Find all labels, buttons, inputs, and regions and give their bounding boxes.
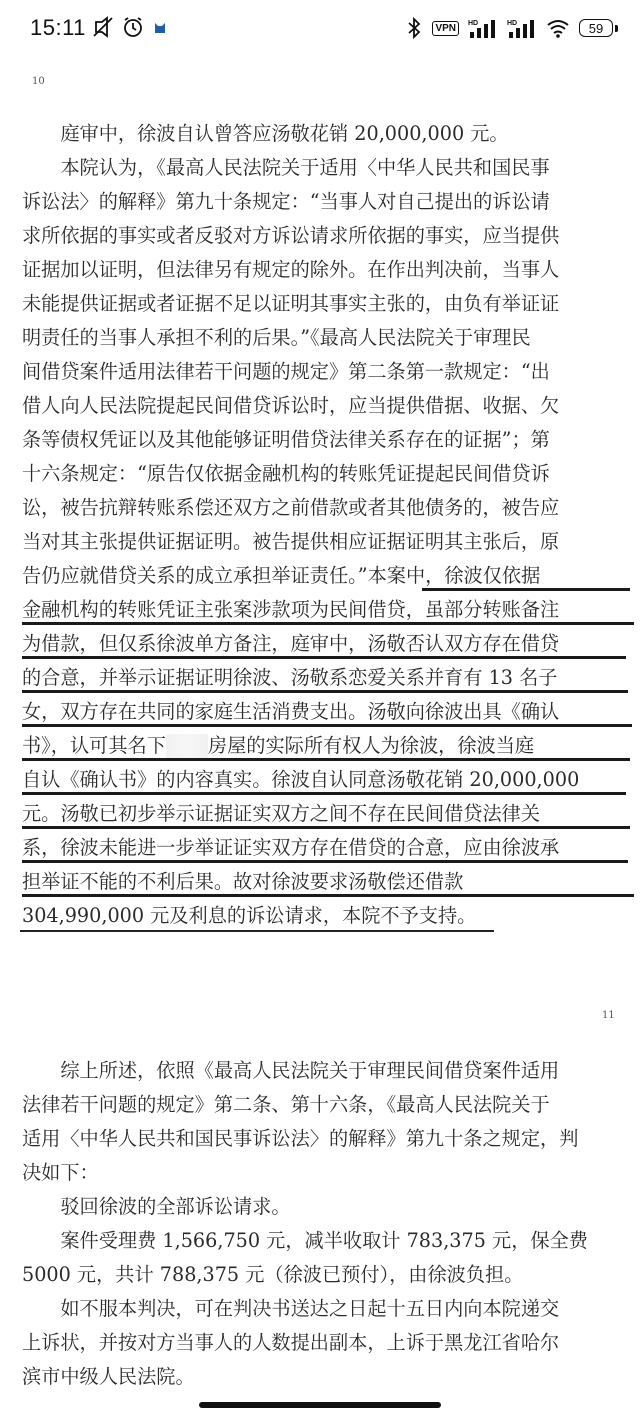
underline-mark [22,690,628,693]
text-line: 决如下： [22,1161,99,1184]
wifi-icon [546,18,570,38]
text-line: 十六条规定：“原告仅依据金融机构的转账凭证提起民间借贷诉 [22,462,550,485]
underline-mark [422,588,630,591]
text-line: 滨市中级人民法院。 [22,1365,195,1388]
underline-mark [22,860,628,863]
underline-mark [22,758,630,761]
text-line: 讼，被告抗辩转账系偿还双方之前借款或者其他债务的，被告应 [22,496,560,519]
judgment-page-10 [22,117,622,933]
underline-mark [22,724,632,727]
text-line: 综上所述，依照《最高人民法院关于审理民间借贷案件适用 [22,1059,560,1082]
underline-mark [22,656,626,659]
text-line: 元。汤敬已初步举示证据证实双方之间不存在民间借贷法律关 [22,797,622,831]
text-line: 304,990,000 元及利息的诉讼请求，本院不予支持。 [22,899,622,933]
svg-text:HD: HD [468,20,479,27]
battery-icon: 59 [579,19,613,37]
text-line: 求所依据的事实或者反驳对方诉讼请求所依据的事实，应当提供 [22,224,560,247]
underline-mark [22,792,626,795]
text-line: 诉讼法〉的解释》第九十条规定：“当事人对自己提出的诉讼请 [22,190,550,213]
text-line: 系，徐波未能进一步举证证实双方存在借贷的合意，应由徐波承 [22,831,622,865]
underline-mark [22,894,634,897]
text-line: 条等债权凭证以及其他能够证明借贷法律关系存在的证据”；第 [22,428,550,451]
text-line: 驳回徐波的全部诉讼请求。 [22,1195,291,1218]
text-line: 书》，认可其名下 房屋的实际所有权人为徐波，徐波当庭 [22,729,622,763]
underline-mark [22,826,630,829]
svg-text:HD: HD [507,20,518,27]
text-line: 未能提供证据或者证据不足以证明其事实主张的，由负有举证证 [22,292,560,315]
text-line: 间借贷案件适用法律若干问题的规定》第二条第一款规定：“出 [22,360,550,383]
page-number-bottom: 11 [602,1010,615,1021]
battery-nub [615,25,618,32]
status-bar [0,0,640,58]
text-line: 自认《确认书》的内容真实。徐波自认同意汤敬花销 20,000,000 [22,763,622,797]
judgment-page-11 [22,1054,622,1394]
text-line: 5000 元，共计 788,375 元（徐波已预付），由徐波负担。 [22,1263,524,1286]
status-icons-left [92,16,168,38]
bluetooth-icon [405,17,423,39]
text-line: 法律若干问题的规定》第二条、第十六条，《最高人民法院关于 [22,1093,550,1116]
page-number-top: 10 [32,76,45,87]
vpn-badge: VPN [432,21,459,36]
app-notification-icon [152,19,168,35]
text-line: 本院认为，《最高人民法院关于适用〈中华人民共和国民事 [22,156,550,179]
text-line: 上诉状，并按对方当事人的人数提出副本，上诉于黑龙江省哈尔 [22,1331,560,1354]
text-line: 担举证不能的不利后果。故对徐波要求汤敬偿还借款 [22,865,622,899]
text-line: 借人向人民法院提起民间借贷诉讼时，应当提供借据、收据、欠 [22,394,560,417]
text-line: 的合意，并举示证据证明徐波、汤敬系恋爱关系并育有 13 名子 [22,661,622,695]
text-line: 女，双方存在共同的家庭生活消费支出。汤敬向徐波出具《确认 [22,695,622,729]
status-time: 15:11 [30,15,86,40]
text-line: 如不服本判决，可在判决书送达之日起十五日内向本院递交 [22,1297,560,1320]
text-line: 案件受理费 1,566,750 元，减半收取计 783,375 元，保全费 [22,1229,588,1252]
text-line: 当对其主张提供证据证明。被告提供相应证据证明其主张后，原 [22,530,560,553]
underline-mark [20,930,494,932]
text-line: 明责任的当事人承担不利的后果。”《最高人民法院关于审理民 [22,326,531,349]
alarm-clock-icon [122,16,144,38]
cell-signal-1-icon [468,18,498,38]
text-line: 告仍应就借贷关系的成立承担举证责任。”本案中，徐波仅依据 [22,559,622,593]
text-line: 适用〈中华人民共和国民事诉讼法〉的解释》第九十条之规定，判 [22,1127,579,1150]
redacted-region [166,734,208,760]
text-line: 金融机构的转账凭证主张案涉款项为民间借贷，虽部分转账备注 [22,593,622,627]
cell-signal-2-icon [507,18,537,38]
status-icons-right [405,17,618,39]
mute-vibrate-icon [92,16,114,38]
home-indicator[interactable] [199,1402,441,1408]
underline-mark [22,622,634,625]
text-line: 庭审中，徐波自认曾答应汤敬花销 20,000,000 元。 [22,122,509,145]
text-line: 为借款，但仅系徐波单方备注，庭审中，汤敬否认双方存在借贷 [22,627,622,661]
text-line: 证据加以证明，但法律另有规定的除外。在作出判决前，当事人 [22,258,560,281]
